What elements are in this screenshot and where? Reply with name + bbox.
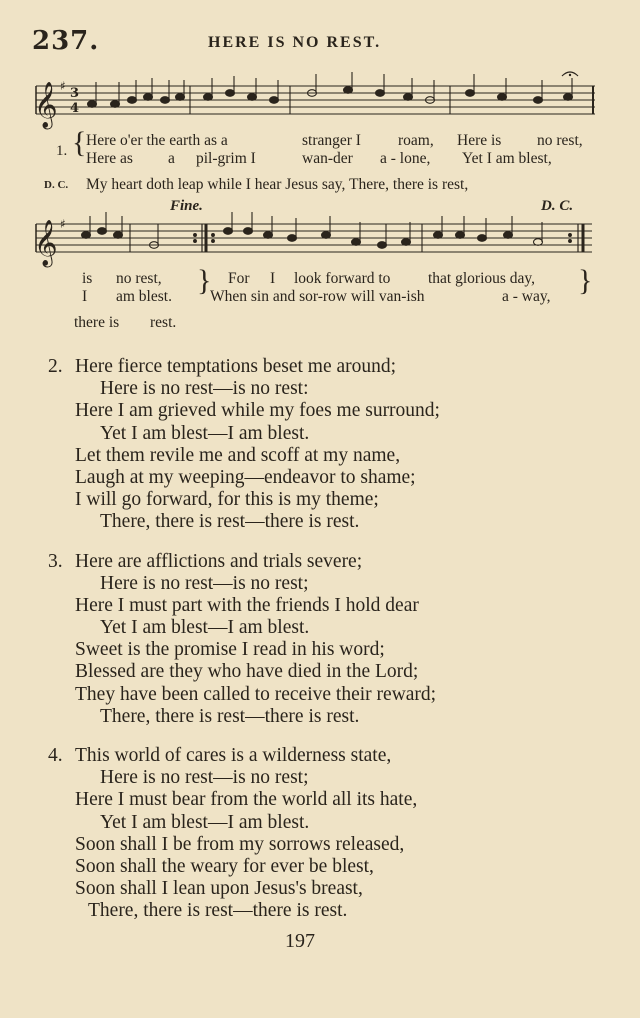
brace-icon: } [197,264,212,297]
verse-line: Yet I am blest—I am blest. [100,422,310,444]
verse-line: I will go forward, for this is my theme; [75,489,379,511]
verse-line: Yet I am blest—I am blest. [100,617,310,639]
lyric-line-2b: I am blest. When sin and sor-row will van-ish a - way, [82,288,551,305]
verse-line: Soon shall the weary for ever be blest, [75,855,374,877]
lyric-line-2a: is no rest, For I look forward to that glorious day, [82,270,536,287]
verse-line: Sweet is the promise I read in his word; [75,639,385,661]
verses [48,356,608,940]
verse-line: There, there is rest—there is rest. [100,705,360,727]
lyric-line-1a: Here o'er the earth as a stranger I roam, Here is no rest, [86,132,583,149]
verse-line: Blessed are they who have died in the Lord; [75,661,419,683]
verse-number: 3. [48,550,63,572]
verse-line: Here are afflictions and trials severe; [75,550,363,572]
music-staff-2 [30,206,600,276]
verse-line: There, there is rest—there is rest. [88,900,348,922]
verse-4 [48,745,608,923]
verse-line: They have been called to receive their reward; [75,683,437,705]
verse-line: Here is no rest—is no rest: [100,378,309,400]
treble-clef-icon: 𝄞 [34,82,58,128]
verse-number: 2. [48,356,63,377]
lyric-line-2c: there is rest. [74,314,177,331]
fine-marking: Fine. [170,198,203,214]
verse-line: Here I must part with the friends I hold dear [75,594,419,616]
verse-line: Here fierce temptations beset me around; [75,356,397,377]
sharp-icon: ♯ [60,217,66,231]
verse-number-1: 1. [56,143,68,159]
svg-text:3: 3 [70,86,80,101]
verse-line: Here is no rest—is no rest; [100,767,309,789]
brace-icon: { [72,126,87,159]
verse-line: Soon shall I be from my sorrows released, [75,833,405,855]
brace-icon: } [578,264,593,297]
verse-line: Soon shall I lean upon Jesus's breast, [75,878,363,900]
verse-line: Here I must bear from the world all its hate, [75,789,418,811]
svg-text:4: 4 [70,101,80,116]
hymn-number: 237. [32,26,100,56]
dc-marking: D. C. [541,198,574,214]
verse-line: Let them revile me and scoff at my name, [75,444,401,466]
music-staff-1 [30,68,600,138]
dc-label: D. C. [44,179,69,191]
treble-clef-icon: 𝄞 [34,220,58,266]
dc-lyric-line: My heart doth leap while I hear Jesus say, There, there is rest, [86,176,469,193]
hymn-title: HERE IS NO REST. [208,34,382,51]
verse-2 [48,356,608,534]
verse-3 [48,551,608,729]
verse-line: There, there is rest—there is rest. [100,511,360,533]
page-number: 197 [285,930,315,952]
verse-line: Here I am grieved while my foes me surround; [75,400,440,422]
lyric-line-1b: Here as a pil-grim I wan-der a - lone, Yet I am blest, [86,150,552,167]
verse-line: This world of cares is a wilderness state, [75,745,392,766]
verse-line: Yet I am blest—I am blest. [100,811,310,833]
verse-number: 4. [48,745,63,766]
sharp-icon: ♯ [60,79,66,93]
verse-line: Laugh at my weeping—endeavor to shame; [75,466,416,488]
verse-line: Here is no rest—is no rest; [100,572,309,594]
